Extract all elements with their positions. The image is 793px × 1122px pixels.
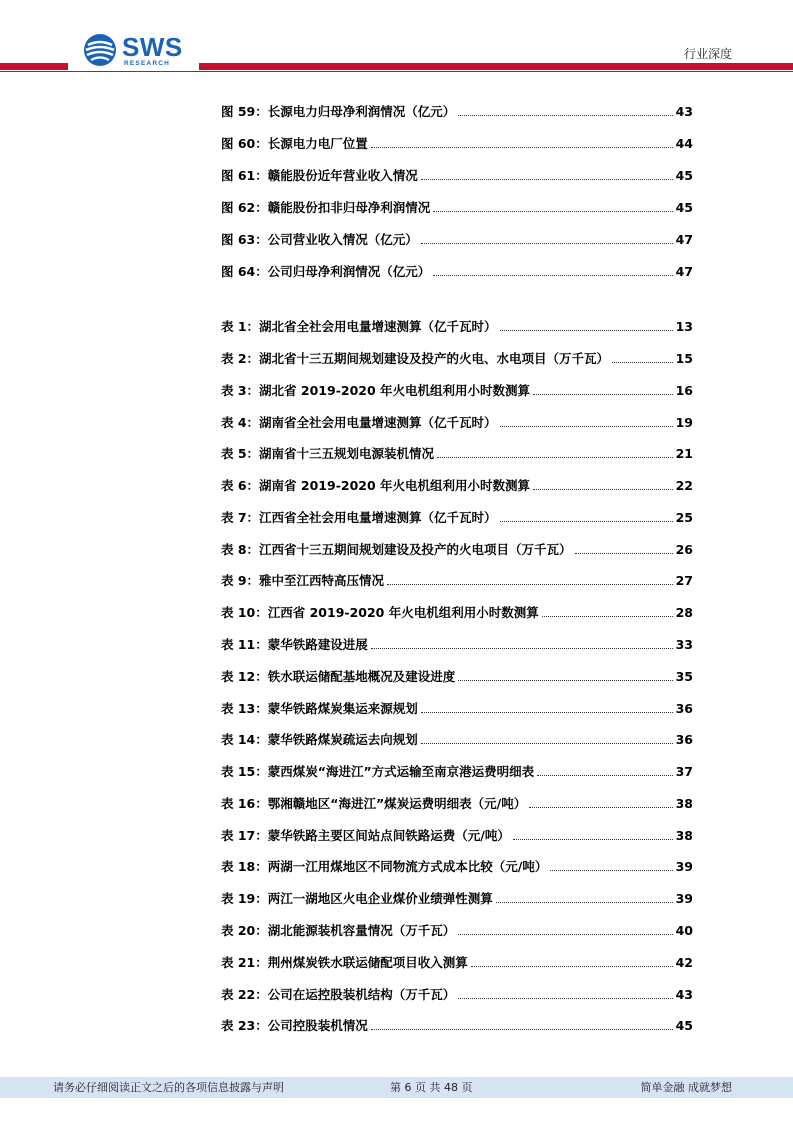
toc-entry-table[interactable] — [221, 315, 693, 335]
toc-entry-title: 表 12：铁水联运储配基地概况及建设进度 — [221, 669, 456, 684]
toc-entry-table[interactable] — [221, 983, 693, 1003]
toc-entry-page: 38 — [675, 828, 693, 843]
toc-entry-page: 45 — [675, 168, 693, 183]
toc-leader — [533, 488, 673, 490]
toc-leader — [500, 329, 673, 331]
toc-entry-table[interactable] — [221, 538, 693, 558]
toc-entry-title: 图 64：公司归母净利润情况（亿元） — [221, 264, 431, 279]
toc-entry-title: 图 61：赣能股份近年营业收入情况 — [221, 168, 418, 183]
toc-entry-table[interactable] — [221, 697, 693, 717]
toc-entry-page: 39 — [675, 891, 693, 906]
toc-entry-title: 表 5：湖南省十三五规划电源装机情况 — [221, 446, 435, 461]
toc-leader — [513, 838, 673, 840]
toc-entry-figure[interactable] — [221, 196, 693, 216]
toc-entry-figure[interactable] — [221, 164, 693, 184]
toc-entry-table[interactable] — [221, 347, 693, 367]
toc-entry-table[interactable] — [221, 474, 693, 494]
toc-entry-page: 36 — [675, 701, 693, 716]
toc-entry-page: 43 — [675, 104, 693, 119]
toc-entry-title: 表 4：湖南省全社会用电量增速测算（亿千瓦时） — [221, 415, 497, 430]
toc-entry-page: 13 — [675, 319, 693, 334]
toc-entry-figure[interactable] — [221, 132, 693, 152]
toc-entry-title: 表 10：江西省 2019-2020 年火电机组利用小时数测算 — [221, 605, 539, 620]
toc-entry-page: 33 — [675, 637, 693, 652]
toc-entry-table[interactable] — [221, 633, 693, 653]
toc-entry-title: 图 62：赣能股份扣非归母净利润情况 — [221, 200, 431, 215]
toc-leader — [612, 361, 673, 363]
page-header — [0, 0, 793, 80]
toc-leader — [458, 114, 672, 116]
toc-entry-title: 表 18：两湖一江用煤地区不同物流方式成本比较（元/吨） — [221, 859, 548, 874]
toc-entry-table[interactable] — [221, 887, 693, 907]
footer-page-info: 第 6 页 共 48 页 — [390, 1081, 473, 1094]
toc-leader — [458, 997, 672, 999]
toc-leader — [387, 583, 673, 585]
toc-entry-table[interactable] — [221, 411, 693, 431]
toc-entry-table[interactable] — [221, 760, 693, 780]
toc-entry-table[interactable] — [221, 951, 693, 971]
toc-entry-title: 表 15：蒙西煤炭“海进江”方式运输至南京港运费明细表 — [221, 764, 535, 779]
toc-entry-page: 26 — [675, 542, 693, 557]
toc-entry-page: 36 — [675, 732, 693, 747]
toc-entry-title: 表 19：两江一湖地区火电企业煤价业绩弹性测算 — [221, 891, 493, 906]
toc-entry-page: 47 — [675, 264, 693, 279]
toc-entry-table[interactable] — [221, 665, 693, 685]
toc-entry-table[interactable] — [221, 1014, 693, 1034]
toc-entry-page: 15 — [675, 351, 693, 366]
footer-slogan: 简单金融 成就梦想 — [640, 1081, 732, 1094]
toc-entry-title: 表 14：蒙华铁路煤炭疏运去向规划 — [221, 732, 418, 747]
toc-entry-title: 表 16：鄂湘赣地区“海进江”煤炭运费明细表（元/吨） — [221, 796, 527, 811]
toc-leader — [437, 456, 673, 458]
toc-entry-title: 表 23：公司控股装机情况 — [221, 1018, 368, 1033]
toc-entry-page: 47 — [675, 232, 693, 247]
header-rule-thin — [0, 71, 793, 72]
toc-entry-page: 40 — [675, 923, 693, 938]
toc-entry-page: 22 — [675, 478, 693, 493]
toc-entry-table[interactable] — [221, 569, 693, 589]
toc-entry-table[interactable] — [221, 506, 693, 526]
toc-leader — [371, 1028, 673, 1030]
toc-leader — [458, 679, 672, 681]
toc-leader — [529, 806, 672, 808]
toc-entry-table[interactable] — [221, 792, 693, 812]
toc-entry-table[interactable] — [221, 855, 693, 875]
report-category: 行业深度 — [683, 47, 732, 61]
toc-entry-figure[interactable] — [221, 260, 693, 280]
toc-entry-title: 表 9：雅中至江西特高压情况 — [221, 573, 385, 588]
toc-entry-table[interactable] — [221, 728, 693, 748]
toc-entry-title: 表 17：蒙华铁路主要区间站点间铁路运费（元/吨） — [221, 828, 510, 843]
toc-entry-title: 表 13：蒙华铁路煤炭集运来源规划 — [221, 701, 418, 716]
toc-entry-page: 21 — [675, 446, 693, 461]
toc-entry-page: 35 — [675, 669, 693, 684]
toc-entry-figure[interactable] — [221, 100, 693, 120]
footer-disclaimer[interactable]: 请务必仔细阅读正文之后的各项信息披露与声明 — [53, 1081, 284, 1094]
toc-leader — [575, 552, 673, 554]
toc-entry-page: 16 — [675, 383, 693, 398]
toc-entry-title: 表 6：湖南省 2019-2020 年火电机组利用小时数测算 — [221, 478, 531, 493]
toc-entry-title: 表 11：蒙华铁路建设进展 — [221, 637, 368, 652]
toc-entry-title: 表 1：湖北省全社会用电量增速测算（亿千瓦时） — [221, 319, 497, 334]
logo-subtext: RESEARCH — [124, 60, 171, 67]
toc-leader — [471, 965, 673, 967]
toc-entry-page: 25 — [675, 510, 693, 525]
toc-leader — [537, 774, 672, 776]
toc-leader — [533, 393, 673, 395]
header-rule-right — [199, 63, 793, 70]
toc-entry-table[interactable] — [221, 919, 693, 939]
toc-leader — [500, 520, 673, 522]
toc-entry-page: 45 — [675, 1018, 693, 1033]
toc-entry-title: 表 8：江西省十三五期间规划建设及投产的火电项目（万千瓦） — [221, 542, 572, 557]
toc-entry-title: 图 60：长源电力电厂位置 — [221, 136, 368, 151]
toc-leader — [550, 869, 672, 871]
toc-leader — [371, 146, 673, 148]
toc-entry-title: 表 7：江西省全社会用电量增速测算（亿千瓦时） — [221, 510, 497, 525]
toc-entry-figure[interactable] — [221, 228, 693, 248]
toc-entry-page: 19 — [675, 415, 693, 430]
toc-entry-title: 表 3：湖北省 2019-2020 年火电机组利用小时数测算 — [221, 383, 531, 398]
toc-entry-page: 42 — [675, 955, 693, 970]
toc-leader — [421, 742, 673, 744]
toc-entry-title: 图 63：公司营业收入情况（亿元） — [221, 232, 418, 247]
toc-entry-page: 37 — [675, 764, 693, 779]
toc-entry-title: 表 20：湖北能源装机容量情况（万千瓦） — [221, 923, 456, 938]
toc-entry-title: 表 22：公司在运控股装机结构（万千瓦） — [221, 987, 456, 1002]
toc-entry-page: 45 — [675, 200, 693, 215]
toc-entry-table[interactable] — [221, 824, 693, 844]
toc-leader — [542, 615, 673, 617]
toc-entry-page: 44 — [675, 136, 693, 151]
toc-entry-title: 图 59：长源电力归母净利润情况（亿元） — [221, 104, 456, 119]
logo-globe-icon — [83, 33, 117, 67]
toc-entry-page: 27 — [675, 573, 693, 588]
page-footer — [0, 1077, 793, 1098]
toc-leader — [421, 242, 673, 244]
toc-entry-page: 28 — [675, 605, 693, 620]
toc-leader — [496, 901, 673, 903]
toc-entry-title: 表 2：湖北省十三五期间规划建设及投产的火电、水电项目（万千瓦） — [221, 351, 610, 366]
toc-entry-table[interactable] — [221, 442, 693, 462]
header-rule-left — [0, 63, 68, 70]
toc-leader — [421, 178, 673, 180]
toc-entry-title: 表 21：荆州煤炭铁水联运储配项目收入测算 — [221, 955, 468, 970]
toc-entry-page: 39 — [675, 859, 693, 874]
toc-entry-table[interactable] — [221, 601, 693, 621]
logo-text: SWS — [122, 32, 183, 62]
toc-leader — [371, 647, 673, 649]
toc-leader — [433, 274, 672, 276]
toc-entry-page: 38 — [675, 796, 693, 811]
toc-leader — [433, 210, 672, 212]
toc-leader — [500, 425, 673, 427]
toc-entry-page: 43 — [675, 987, 693, 1002]
toc-entry-table[interactable] — [221, 379, 693, 399]
toc-leader — [421, 711, 673, 713]
company-logo — [83, 33, 193, 71]
toc-leader — [458, 933, 672, 935]
